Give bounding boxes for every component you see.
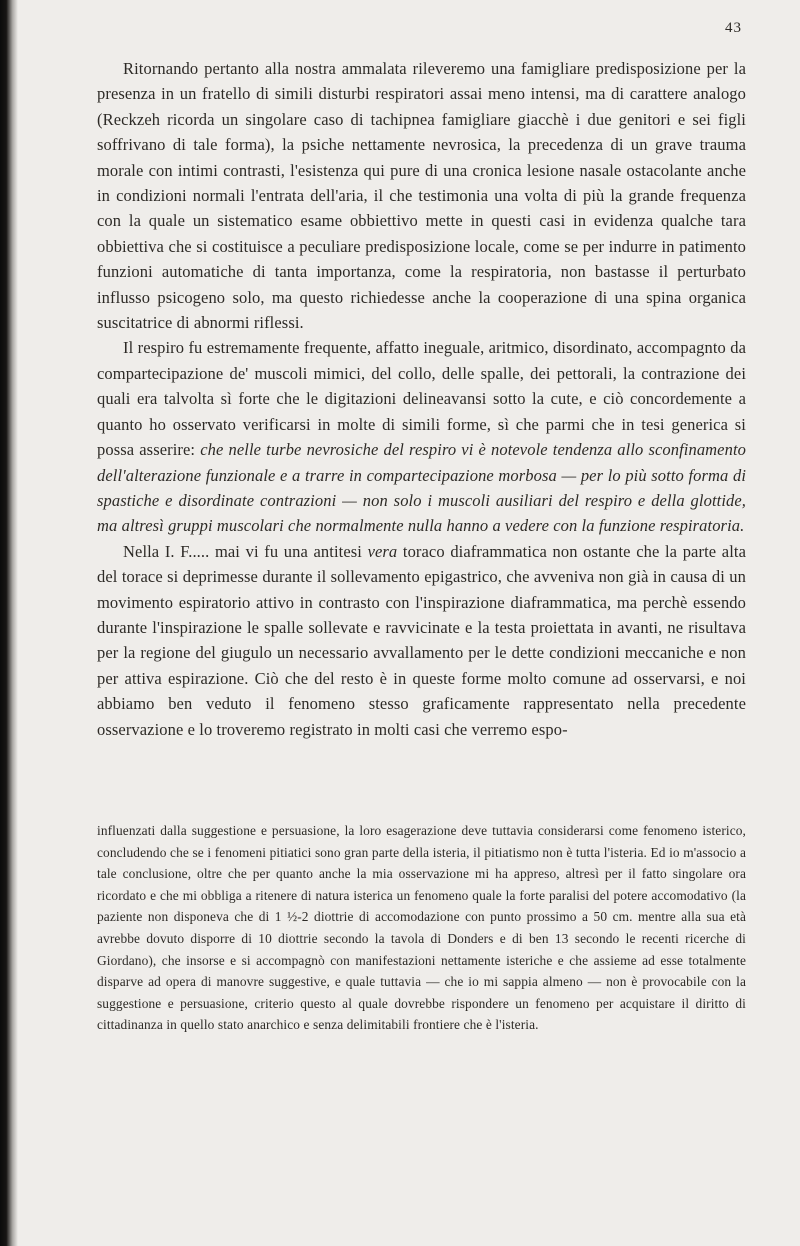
page-number: 43: [725, 20, 742, 36]
page-content: [97, 56, 746, 1036]
paragraph-2-italic-text: che nelle turbe nevrosiche del respiro vi è notevole tendenza allo sconfinamento dell'alterazione funzionale e a trarre in compartecipazione morbosa — per lo più sotto forma di spastiche e disordinate contrazioni — non solo i muscoli ausiliari del respiro e della glottide, ma altresì gruppi muscolari che normalmente nulla hanno a vedere con la funzione respiratoria.: [97, 440, 746, 536]
paragraph-1-text: Ritornando pertanto alla nostra ammalata rileveremo una famigliare predisposizione per la presenza in un fratello di simili disturbi respiratori assai meno intensi, ma di carattere analogo (Reckzeh ricorda un singolare caso di tachipnea famigliare giacchè i due genitori e sei figli soffrivano di tale forma), la psiche nettamente nevrosica, la precedenza di un grave trauma morale con intimi contrasti, l'esistenza qui pure di una cronica lesione nasale ostacolante anche in condizioni normali l'entrata dell'aria, il che testimonia una volta di più la grande frequenza con la quale un sistematico esame obbiettivo mette in questi casi in evidenza qualche tara obbiettiva che si costituisce a peculiare predisposizione locale, come se per indurre in patimento funzioni automatiche di tanta importanza, come la respiratoria, non bastasse il perturbato influsso psicogeno solo, ma questo richiedesse anche la cooperazione di una spina organica suscitatrice di abnormi riflessi.: [97, 59, 746, 333]
paragraph-1: [97, 56, 746, 335]
scan-edge-shadow: [0, 0, 18, 1246]
paragraph-2-text: Il respiro fu estremamente frequente, affatto ineguale, aritmico, disordinato, accompagnto da compartecipazione de' muscoli mimici, del collo, delle spalle, dei pettorali, la contrazione dei quali era talvolta sì forte che le digitazioni delineavansi sotto la cute, e ciò concordemente a quanto ho osservato verificarsi in molte di simili forme, sì che parmi che in tesi generica si possa asserire:: [97, 338, 746, 460]
paragraph-2: [97, 335, 746, 538]
footnote-block: [97, 820, 746, 1036]
paragraph-3-text-start: Nella I. F..... mai vi fu una antitesi: [123, 541, 368, 561]
paragraph-3: [97, 539, 746, 742]
body-text: [97, 56, 746, 742]
paragraph-3-italic-word: vera: [367, 541, 398, 561]
footnote-paragraph: influenzati dalla suggestione e persuasione, la loro esagerazione deve tuttavia considerarsi come fenomeno isterico, concludendo che se i fenomeni pitiatici sono gran parte della isteria, il pitiatismo non è tutta l'isteria. Ed io m'associo a tale conclusione, oltre che per quanto anche la mia osservazione mi ha appreso, altresì per il fatto singolare ora ricordato e che mi obbliga a ritenere di natura isterica un fenomeno quale la forte paralisi del potere accomodativo (la paziente non disponeva che di 1 ½-2 diottrie di accomodazione con punto prossimo a 50 cm. mentre alla sua età avrebbe dovuto disporre di 10 diottrie secondo la tavola di Donders e di ben 13 secondo le recenti ricerche di Giordano), che insorse e si accompagnò con manifestazioni nettamente isteriche e che assieme ad esse totalmente disparve ad opera di manovre suggestive, e quale tuttavia — che io mi sappia almeno — non è provocabile con la suggestione e persuasione, criterio questo al quale dovrebbe rispondere un fenomeno per acquistare il diritto di cittadinanza in quello stato anarchico e senza delimitabili frontiere che è l'isteria.: [97, 822, 746, 1033]
paragraph-3-text-end: toraco diaframmatica non ostante che la parte alta del torace si deprimesse durante il sollevamento epigastrico, che avveniva non già in causa di un movimento espiratorio attivo in contrasto con l'inspirazione diaframmatica, ma perchè essendo durante l'inspirazione le spalle sollevate e ravvicinate e la testa proiettata in avanti, ne risultava per la regione del giugulo un necessario avvallamento per le dette condizioni meccaniche e non per attiva espirazione. Ciò che del resto è in queste forme molto comune ad osservarsi, e noi abbiamo ben veduto il fenomeno stesso graficamente rappresentato nella precedente osservazione e lo troveremo registrato in molti casi che verremo espo-: [97, 541, 746, 739]
